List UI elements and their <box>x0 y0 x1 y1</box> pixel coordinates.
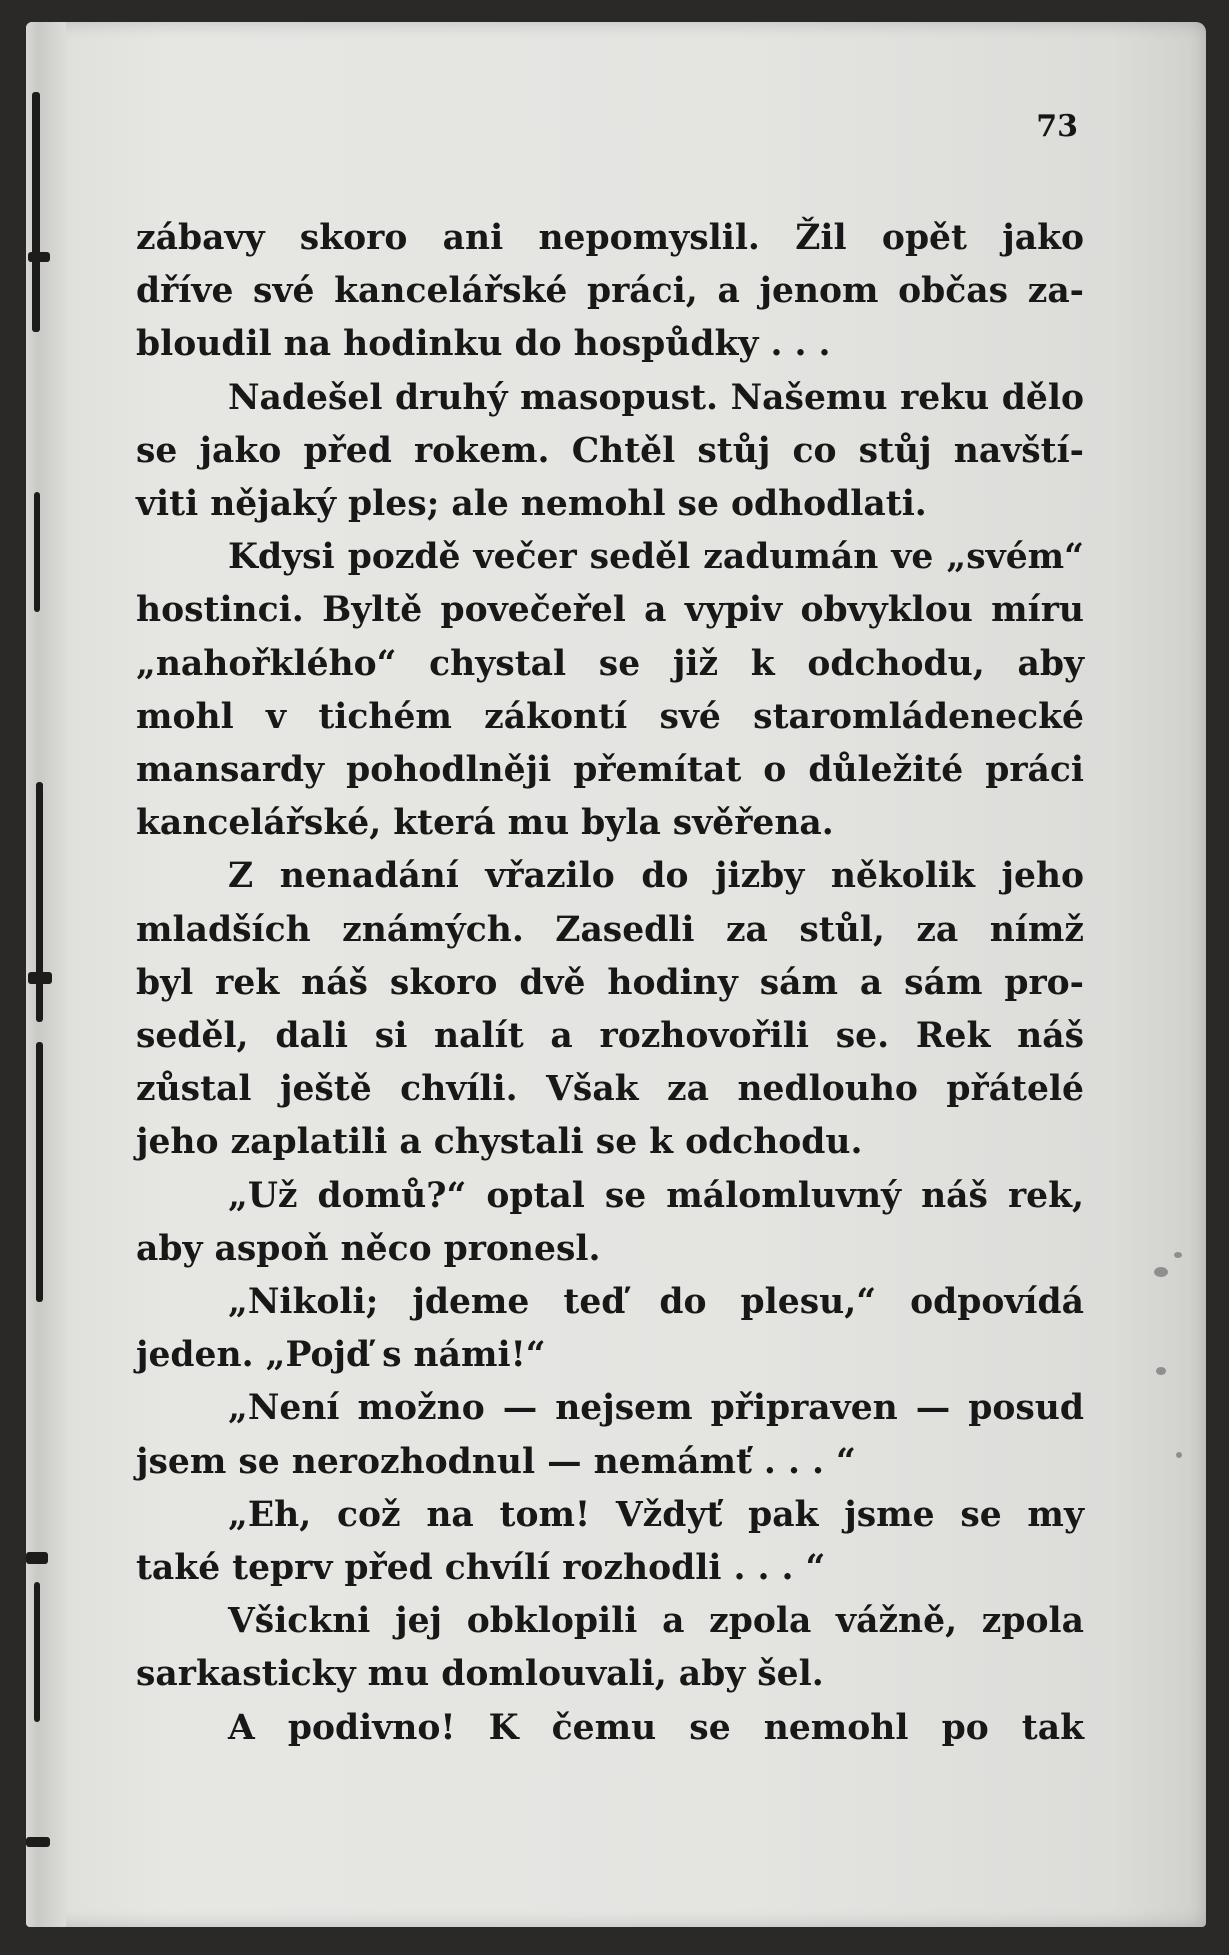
spine-mark <box>36 782 43 1022</box>
page-spine-edge <box>26 22 66 1927</box>
text-line: „Eh, což na tom! Vždyť pak jsme se my <box>228 1494 1084 1535</box>
text-line: A podivno! K čemu se nemohl po tak <box>228 1707 1084 1748</box>
text-line: zábavy skoro ani nepomyslil. Žil opět jako <box>136 218 1084 258</box>
text-line: „nahořklého“ chystal se již k odchodu, aby <box>136 643 1084 684</box>
text-line: jeho zaplatili a chystali se k odchodu. <box>136 1122 863 1163</box>
text-line: kancelářské, která mu byla svěřena. <box>136 803 834 844</box>
spine-mark <box>34 492 40 612</box>
text-line: Nadešel druhý masopust. Našemu reku dělo <box>228 377 1084 418</box>
spine-mark <box>28 252 50 262</box>
text-line: Z nenadání vřazilo do jizby několik jeho <box>228 856 1084 897</box>
spine-mark <box>28 972 52 984</box>
spine-mark <box>26 1552 48 1564</box>
text-line: jsem se nerozhodnul — nemámť . . . “ <box>136 1441 856 1482</box>
paper-speck <box>1156 1367 1166 1375</box>
text-line: se jako před rokem. Chtěl stůj co stůj navští- <box>136 430 1084 471</box>
text-line: jeden. „Pojď s námi!“ <box>136 1335 546 1376</box>
text-line: mladších známých. Zasedli za stůl, za nímž <box>136 909 1084 950</box>
spine-mark <box>26 1837 50 1847</box>
paper-speck <box>1174 1252 1182 1258</box>
text-line: bloudil na hodinku do hospůdky . . . <box>136 324 831 365</box>
text-line: mansardy pohodlněji přemítat o důležité práci <box>136 750 1084 791</box>
text-line: byl rek náš skoro dvě hodiny sám a sám pro- <box>136 962 1084 1003</box>
text-line: seděl, dali si nalít a rozhovořili se. Rek náš <box>136 1016 1084 1057</box>
text-line: hostinci. Byltě povečeřel a vypiv obvyklou míru <box>136 590 1084 631</box>
paper-speck <box>1154 1267 1168 1277</box>
text-line: sarkasticky mu domlouvali, aby šel. <box>136 1654 824 1695</box>
book-page <box>26 22 1206 1927</box>
spine-mark <box>32 92 40 332</box>
text-line: „Není možno — nejsem připraven — posud <box>228 1388 1084 1429</box>
text-line: Všickni jej obklopili a zpola vážně, zpola <box>228 1601 1084 1642</box>
paper-speck <box>1176 1452 1182 1458</box>
page-number: 73 <box>1036 109 1078 144</box>
body-text <box>136 212 1084 1755</box>
text-line: Kdysi pozdě večer seděl zadumán ve „svém“ <box>228 537 1084 578</box>
text-line: „Nikoli; jdeme teď do plesu,“ odpovídá <box>228 1282 1084 1323</box>
text-line: viti nějaký ples; ale nemohl se odhodlati. <box>136 484 927 525</box>
spine-mark <box>36 1042 43 1302</box>
text-line: zůstal ještě chvíli. Však za nedlouho přátelé <box>136 1069 1084 1110</box>
text-line: aby aspoň něco pronesl. <box>136 1228 601 1269</box>
text-line: „Už domů?“ optal se málomluvný náš rek, <box>228 1175 1084 1216</box>
text-line: mohl v tichém zákontí své staromládenecké <box>136 696 1084 737</box>
text-line: také teprv před chvílí rozhodli . . . “ <box>136 1548 826 1589</box>
text-line: dříve své kancelářské práci, a jenom občas za- <box>136 271 1084 312</box>
spine-mark <box>34 1582 40 1722</box>
